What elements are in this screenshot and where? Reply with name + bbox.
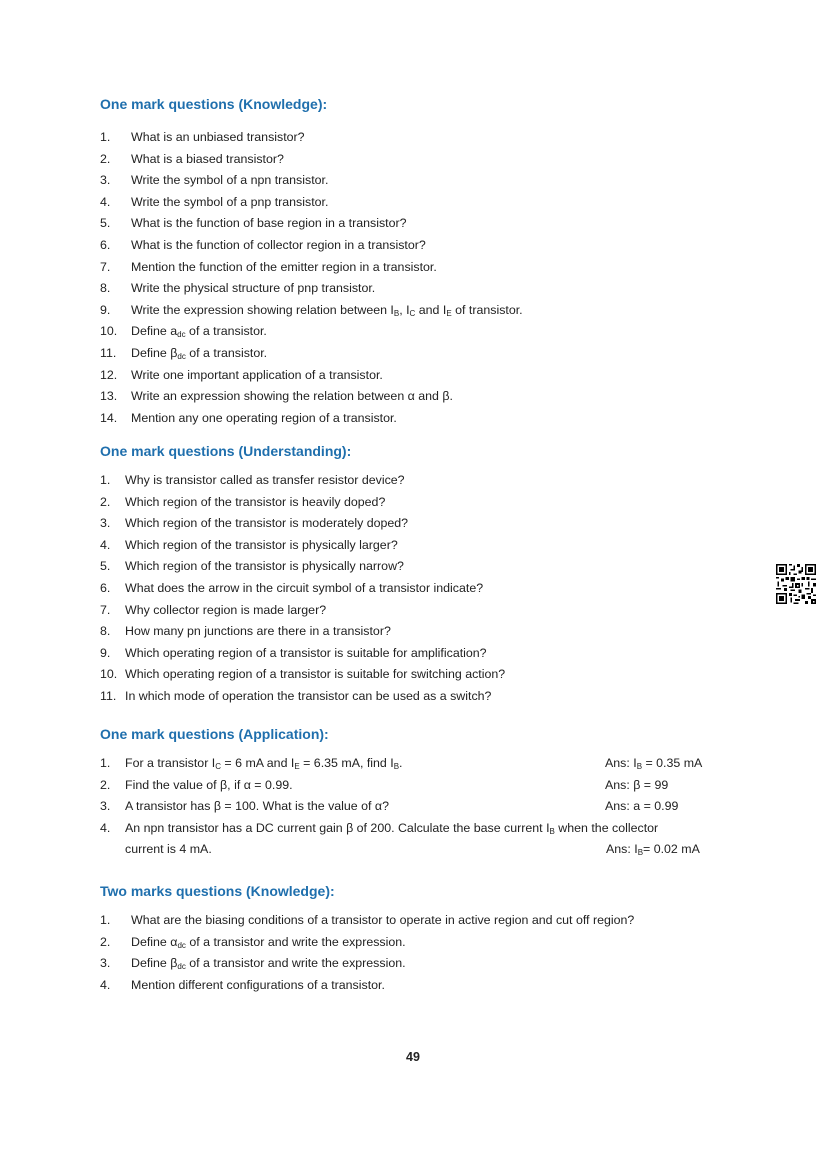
item-text: Which region of the transistor is physically larger? (125, 537, 398, 552)
item-text: How many pn junctions are there in a transistor? (125, 624, 391, 639)
item-number: 12. (100, 367, 118, 382)
list-item (100, 343, 750, 365)
item-text: A transistor has β = 100. What is the value of α? (125, 799, 389, 814)
item-number: 2. (100, 494, 111, 509)
list-item (100, 535, 750, 557)
item-text: Which region of the transistor is moderately doped? (125, 516, 409, 531)
item-number: 3. (100, 173, 111, 188)
list-item (100, 492, 750, 514)
item-text: Which region of the transistor is physically narrow? (125, 559, 404, 574)
list-item (100, 975, 750, 997)
item-number: 8. (100, 281, 111, 296)
list-item (100, 149, 750, 171)
item-text: Why collector region is made larger? (125, 602, 327, 617)
answer: Ans: β = 99 (605, 777, 669, 792)
item-number: 3. (100, 799, 111, 814)
list-item (100, 408, 750, 430)
list-item (100, 775, 750, 797)
list-item (100, 910, 750, 932)
list-item-continuation (100, 839, 750, 861)
item-number: 11. (100, 345, 117, 360)
list-item (100, 127, 750, 149)
item-number: 1. (100, 473, 111, 487)
list-item (100, 686, 750, 708)
item-text: What is an unbiased transistor? (131, 130, 305, 144)
answer: Ans: a = 0.99 (605, 799, 679, 814)
list-item (100, 300, 750, 322)
section-one-mark-understanding (100, 441, 750, 708)
item-number: 2. (100, 934, 111, 949)
item-text: Which region of the transistor is heavily doped? (125, 494, 386, 509)
list-item (100, 643, 750, 665)
list-item (100, 213, 750, 235)
question-list (100, 470, 750, 708)
item-text: Why is transistor called as transfer resistor device? (125, 473, 405, 487)
item-number: 10. (100, 324, 118, 339)
item-number: 4. (100, 537, 111, 552)
question-list (100, 127, 750, 429)
item-number: 9. (100, 645, 111, 660)
section-heading: One mark questions (Application): (100, 726, 329, 742)
list-item (100, 170, 750, 192)
item-text: What are the biasing conditions of a transistor to operate in active region and cut off region? (131, 913, 635, 927)
list-item (100, 278, 750, 300)
item-number: 6. (100, 580, 111, 595)
item-text: Find the value of β, if α = 0.99. (125, 777, 293, 792)
item-text: Write the symbol of a pnp transistor. (131, 194, 329, 209)
item-text: What is the function of base region in a transistor? (131, 216, 407, 231)
item-number: 10. (100, 667, 118, 682)
item-text: Define $\beta_{dc}$ of a transistor. (131, 345, 268, 361)
item-number: 6. (100, 237, 111, 252)
list-item (100, 953, 750, 975)
item-number: 7. (100, 602, 111, 617)
item-number: 13. (100, 389, 118, 404)
item-number: 9. (100, 302, 111, 317)
item-text: Write the physical structure of pnp transistor. (131, 281, 376, 296)
item-number: 2. (100, 151, 111, 166)
list-item (100, 818, 750, 840)
section-one-mark-application (100, 724, 750, 861)
answer: Ans: $I_B= 0.02$ mA (606, 842, 700, 858)
list-item (100, 235, 750, 257)
item-text: What is the function of collector region in a transistor? (131, 237, 426, 252)
item-number: 1. (100, 913, 111, 927)
list-item (100, 321, 750, 343)
item-text: Define $a_{dc}$ of a transistor. (131, 324, 267, 340)
section-two-marks-knowledge (100, 881, 750, 996)
item-text: What does the arrow in the circuit symbol of a transistor indicate? (125, 580, 484, 595)
list-item (100, 932, 750, 954)
item-text: Mention any one operating region of a transistor. (131, 410, 397, 425)
list-item (100, 621, 750, 643)
item-number: 11. (100, 688, 117, 703)
item-number: 8. (100, 624, 111, 639)
list-item (100, 470, 750, 492)
item-number: 5. (100, 559, 111, 574)
item-text: Which operating region of a transistor is suitable for switching action? (125, 667, 506, 682)
list-item (100, 664, 750, 686)
list-item (100, 192, 750, 214)
item-text: Write an expression showing the relation between α and β. (131, 389, 453, 404)
item-text: Write the symbol of a npn transistor. (131, 173, 329, 188)
section-heading: One mark questions (Knowledge): (100, 96, 328, 112)
section-heading: One mark questions (Understanding): (100, 443, 352, 459)
item-number: 3. (100, 956, 111, 971)
list-item (100, 257, 750, 279)
item-number: 4. (100, 194, 111, 209)
item-text: Mention the function of the emitter region in a transistor. (131, 259, 437, 274)
item-number: 2. (100, 777, 111, 792)
list-item (100, 513, 750, 535)
qr-code-icon[interactable] (776, 564, 816, 604)
item-text: Mention different configurations of a transistor. (131, 977, 385, 992)
item-number: 5. (100, 216, 111, 231)
page-number: 49 (406, 1050, 420, 1064)
item-text: Define $\beta_{dc}$ of a transistor and write the expression. (131, 956, 406, 972)
item-text: For a transistor $I_C = 6$ mA and $I_E = 6.35$ mA, find $I_B$. (125, 756, 403, 771)
item-text: In which mode of operation the transistor can be used as a switch? (125, 688, 492, 703)
list-item (100, 556, 750, 578)
item-number: 14. (100, 410, 118, 425)
list-item (100, 365, 750, 387)
item-number: 4. (100, 820, 111, 835)
list-item (100, 753, 750, 775)
item-text: Which operating region of a transistor is suitable for amplification? (125, 645, 487, 660)
item-number: 3. (100, 516, 111, 531)
item-text: current is 4 mA. (125, 842, 212, 857)
item-number: 4. (100, 977, 111, 992)
section-heading: Two marks questions (Knowledge): (100, 883, 335, 899)
list-item (100, 600, 750, 622)
item-number: 7. (100, 259, 111, 274)
item-text: Define $\alpha_{dc}$ of a transistor and write the expression. (131, 934, 406, 950)
list-item (100, 796, 750, 818)
item-text: An npn transistor has a DC current gain β of 200. Calculate the base current $I_B$ when the collector (125, 820, 659, 836)
item-number: 1. (100, 756, 111, 770)
list-item (100, 386, 750, 408)
answer: Ans: $I_B = 0.35$ mA (605, 756, 703, 771)
section-one-mark-knowledge (100, 94, 750, 429)
item-text: What is a biased transistor? (131, 151, 284, 166)
question-list (100, 910, 750, 996)
item-text: Write one important application of a transistor. (131, 367, 383, 382)
question-list (100, 753, 750, 861)
item-number: 1. (100, 130, 111, 144)
item-text: Write the expression showing relation between $I_B$, $I_C$ and $I_E$ of transistor. (131, 302, 523, 318)
list-item (100, 578, 750, 600)
